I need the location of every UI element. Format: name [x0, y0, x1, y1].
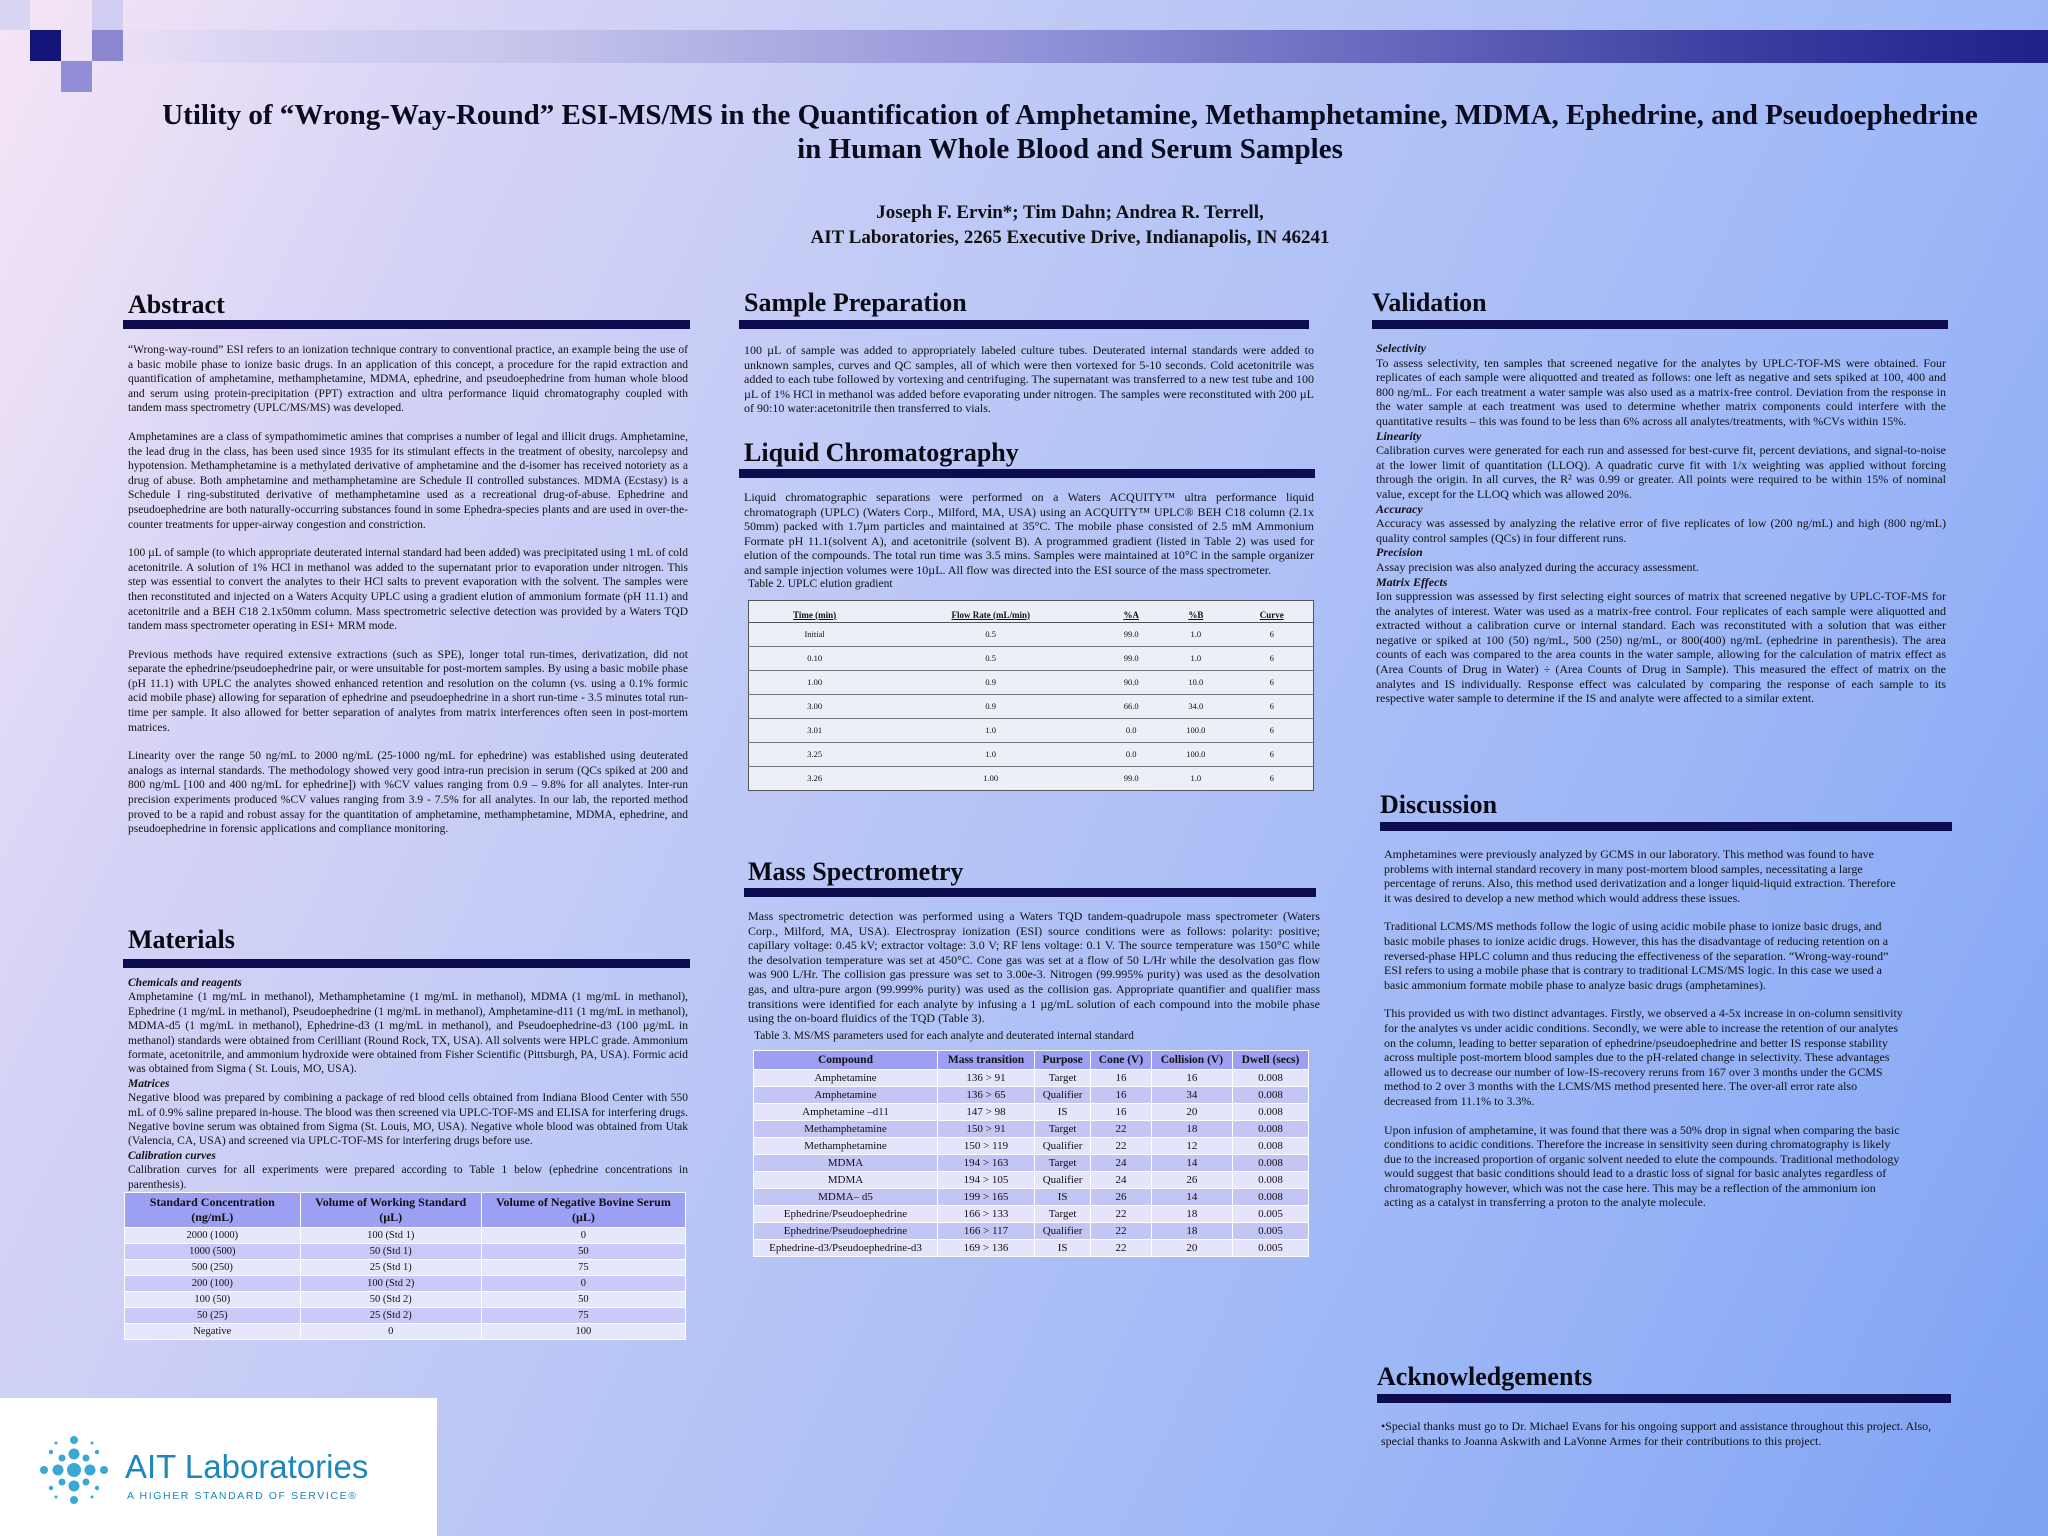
table-cell: 0.5 — [880, 646, 1101, 670]
table-cell: 100 — [481, 1324, 685, 1340]
table-cell: Qualifier — [1035, 1222, 1091, 1239]
table-row — [749, 622, 1314, 646]
discussion-heading: Discussion — [1380, 790, 1498, 819]
acknowledgements-heading: Acknowledgements — [1377, 1362, 1593, 1391]
table-cell: 147 > 98 — [937, 1103, 1034, 1120]
chem-subheading: Chemicals and reagents — [128, 977, 242, 989]
table-cell: 26 — [1151, 1171, 1232, 1188]
validation-body — [1376, 341, 1946, 706]
section-rule — [744, 888, 1316, 897]
table-cell: 50 (25) — [125, 1308, 301, 1324]
table-cell: 99.0 — [1101, 646, 1161, 670]
table-cell: 24 — [1091, 1154, 1152, 1171]
table-cell: 10.0 — [1161, 670, 1230, 694]
table-header-cell: Time (min) — [749, 600, 881, 622]
authors-block — [160, 200, 1980, 250]
table-row — [754, 1239, 1309, 1256]
table-cell: 16 — [1151, 1069, 1232, 1086]
table-cell: 66.0 — [1101, 694, 1161, 718]
table-cell: 50 (Std 1) — [300, 1244, 481, 1260]
table-cell: 0.008 — [1232, 1120, 1308, 1137]
table-header-cell: Purpose — [1035, 1050, 1091, 1069]
table-cell: 18 — [1151, 1222, 1232, 1239]
table-cell: 0.10 — [749, 646, 881, 670]
table-cell: 0.008 — [1232, 1103, 1308, 1120]
abstract-p1: “Wrong-way-round” ESI refers to an ionization technique contrary to conventional practice, an example being the use of a basic mobile phase to ionize basic drugs. In an application of this concept, a procedure for the rapid extraction and quantification of amphetamine, methamphetamine, MDMA, ephedrine, and pseudoephedrine from human whole blood and serum using protein-precipitation (PPT) extraction and ultra performance liquid chromatography coupled with tandem mass spectrometry (UPLC/MS/MS) was developed. — [128, 344, 688, 415]
decor-square — [92, 0, 123, 30]
abstract-p3: 100 µL of sample (to which appropriate deuterated internal standard had been added) was precipitated using 1 mL of cold acetonitrile. A solution of 1% HCl in methanol was added to the supernatant prior to evaporation under nitrogen. This step was essential to convert the analytes to their HCl salts to prevent evaporation with the solvent. The samples were then reconstituted and injected on a Waters Acquity UPLC using a gradient elution of ammonium formate (pH 11.1) and acetonitrile and a BEH C18 2.1x50mm column. Mass spectrometric selective detection was provided by a Waters TQD tandem mass spectrometer operating in ESI+ MRM mode. — [128, 547, 688, 633]
table-cell: 0.008 — [1232, 1154, 1308, 1171]
matrix-effects-text: Ion suppression was assessed by first selecting eight sources of matrix that screened negative by UPLC-TOF-MS for the analytes of interest. Water was used as a matrix-free control. Four replicates of each sample were aliquotted and extracted without a calibration curve or internal standard. Each was reconstituted with a solution that was either negative or spiked at 100 (50) ng/mL, 500 (250) ng/mL, or 800(400) ng/mL (ephedrine in parenthesis). The area counts of each was compared to the area counts in the water sample, allowing for the calculation of matrix effect as (Area Counts of Drug in Water) ÷ (Area Counts of Drug in Sample). This measured the effect of matrix on the analytes and IS individually. Response effect was calculated by comparing the response of each sample to its respective water sample to determine if the IS and analyte were affected to a similar extent. — [1376, 589, 1946, 706]
abstract-p2: Amphetamines are a class of sympathomimetic amines that comprises a number of legal and illicit drugs. Amphetamine, the lead drug in the class, has been used since 1935 for its stimulant effects in the treatment of obesity, narcolepsy and hypotension. Methamphetamine is a methylated derivative of amphetamine and the d-isomer has received notoriety as a drug of abuse. Both amphetamine and methamphetamine are Schedule II controlled substances. MDMA (Ecstasy) is a Schedule I ring-substituted derivative of methamphetamine used as a recreational drug-of-abuse. Ephedrine and pseudoephedrine are both naturally-occurring substances found in some Ephedra-species plants and are used in over-the-counter treatments for upper-airway congestion and constriction. — [128, 430, 688, 531]
table-cell: 1.00 — [749, 670, 881, 694]
table-cell: 1.00 — [880, 766, 1101, 790]
table-cell: 6 — [1230, 622, 1313, 646]
table-row — [754, 1205, 1309, 1222]
table-cell: 0.008 — [1232, 1188, 1308, 1205]
table-row — [125, 1228, 686, 1244]
table-header-cell: Standard Concentration (ng/mL) — [125, 1193, 301, 1228]
table-cell: 166 > 117 — [937, 1222, 1034, 1239]
materials-heading: Materials — [128, 925, 235, 954]
table-cell: Qualifier — [1035, 1171, 1091, 1188]
discussion-p1: Amphetamines were previously analyzed by GCMS in our laboratory. This method was found to have problems with internal standard recovery in many post-mortem blood samples, necessitating a large percentage of reruns. Also, this method used derivatization and a longer liquid-liquid extraction. Therefore it was desired to develop a new method which would address these issues. — [1384, 847, 1896, 905]
table-cell: 6 — [1230, 766, 1313, 790]
table-cell: MDMA– d5 — [754, 1188, 938, 1205]
table-cell: Qualifier — [1035, 1086, 1091, 1103]
abstract-p5: Linearity over the range 50 ng/mL to 2000 ng/mL (25-1000 ng/mL for ephedrine) was established using deuterated analogs as internal standards. The methodology showed very good intra-run precision in serum (QCs spiked at 200 and 800 ng/mL [100 and 400 ng/mL for ephedrine]) with %CV values ranging from 0.9 – 9.8% for all analytes. Inter-run precision experiments produced %CV values ranging from 3.9 - 7.5% for all analytes. In our lab, the reported method proved to be a rapid and robust assay for the quantitation of amphetamine, methamphetamine, MDMA, ephedrine, and pseudoephedrine in forensic applications and compliance monitoring. — [128, 750, 688, 836]
table-cell: 18 — [1151, 1205, 1232, 1222]
table-header-cell: Flow Rate (mL/min) — [880, 600, 1101, 622]
table-cell: 34 — [1151, 1086, 1232, 1103]
matrices-text: Negative blood was prepared by combining a package of red blood cells obtained from Indiana Blood Center with 550 mL of 0.9% saline prepared in-house. The blood was then screened via UPLC-TOF-MS and ELISA for interfering drugs. Negative bovine serum was obtained from Sigma (St. Louis, MO, USA). Negative whole blood was obtained from Utak (Valencia, CA, USA) and screened via UPLC-TOF-MS for interfering drugs before use. — [128, 1092, 688, 1148]
table-cell: 50 (Std 2) — [300, 1292, 481, 1308]
table-cell: 16 — [1091, 1103, 1152, 1120]
precision-text: Assay precision was also analyzed during the accuracy assessment. — [1376, 559, 1699, 574]
table-cell: 0.005 — [1232, 1222, 1308, 1239]
acknowledgements-text: •Special thanks must go to Dr. Michael Evans for his ongoing support and assistance throughout this project. Also, special thanks to Joanna Askwith and LaVonne Armes for their contributions to this project. — [1381, 1419, 1932, 1448]
abstract-section — [128, 290, 688, 851]
table-cell: Methamphetamine — [754, 1137, 938, 1154]
logo-tagline: A HIGHER STANDARD OF SERVICE® — [127, 1490, 358, 1502]
table-row — [749, 718, 1314, 742]
chem-text: Amphetamine (1 mg/mL in methanol), Methamphetamine (1 mg/mL in methanol), MDMA (1 mg/mL in methanol), Ephedrine (1 mg/mL in methanol), Pseudoephedrine (1 mg/mL in methanol), Amphetamine-d11 (1 mg/mL in methanol), MDMA-d5 (1 mg/mL in methanol), Ephedrine-d3 (1 mg/mL in methanol), and Pseudoephedrine-d3 (100 µg/mL in methanol) standards were obtained from Cerilliant (Round Rock, TX, USA). All solvents were HPLC grade. Ammonium formate, acetonitrile, and ammonium hydroxide were obtained from Fisher Scientific (Pittsburgh, PA, USA). Formic acid was obtained from Sigma ( St. Louis, MO, USA). — [128, 991, 688, 1076]
table-cell: 0.9 — [880, 670, 1101, 694]
table-header-cell: Curve — [1230, 600, 1313, 622]
lc-text: Liquid chromatographic separations were performed on a Waters ACQUITY™ ultra performance liquid chromatograph (UPLC) (Waters Corp., Milford, MA, USA) using an ACQUITY™ UPLC® BEH C18 column (2.1x 50mm) packed with 1.7µm particles and maintained at 35°C. The mobile phase consisted of 2.5 mM Ammonium Formate pH 11.1(solvent A), and acetonitrile (solvent B). A programmed gradient (listed in Table 2) was used for elution of the compounds. The total run time was 3.5 mins. Samples were maintained at 10°C in the sample organizer and sample injection volumes were 10µL. All flow was directed into the ESI source of the mass spectrometer. — [744, 490, 1314, 577]
table-cell: 0.008 — [1232, 1137, 1308, 1154]
table-header-cell: Collision (V) — [1151, 1050, 1232, 1069]
table-cell: 3.25 — [749, 742, 881, 766]
table-cell: 90.0 — [1101, 670, 1161, 694]
table-cell: 0.005 — [1232, 1239, 1308, 1256]
table-cell: 75 — [481, 1260, 685, 1276]
table-cell: 100 (50) — [125, 1292, 301, 1308]
table-cell: 136 > 91 — [937, 1069, 1034, 1086]
table-cell: Ephedrine/Pseudoephedrine — [754, 1222, 938, 1239]
table-row — [754, 1120, 1309, 1137]
discussion-section — [1380, 790, 1952, 1224]
table-cell: 0 — [300, 1324, 481, 1340]
affiliation: AIT Laboratories, 2265 Executive Drive, Indianapolis, IN 46241 — [810, 227, 1330, 248]
table-cell: Qualifier — [1035, 1137, 1091, 1154]
logo-wordmark: AIT Laboratories — [125, 1448, 369, 1485]
table-cell: 6 — [1230, 694, 1313, 718]
table-cell: Target — [1035, 1205, 1091, 1222]
table-cell: 25 (Std 2) — [300, 1308, 481, 1324]
calibration-subheading: Calibration curves — [128, 1149, 216, 1162]
matrices-subheading: Matrices — [128, 1077, 170, 1090]
table-cell: 0.005 — [1232, 1205, 1308, 1222]
table-cell: 34.0 — [1161, 694, 1230, 718]
section-rule — [123, 959, 690, 968]
table-cell: 3.26 — [749, 766, 881, 790]
table-cell: 166 > 133 — [937, 1205, 1034, 1222]
table-header-row — [125, 1193, 686, 1228]
table-cell: 100.0 — [1161, 742, 1230, 766]
table-cell: Amphetamine –d11 — [754, 1103, 938, 1120]
sample-prep-text: 100 µL of sample was added to appropriately labeled culture tubes. Deuterated internal standards were added to unknown samples, curves and QC samples, all of which were then vortexed for 5-10 seconds. Cold acetonitrile was added to each tube followed by vortexing and centrifuging. The supernatant was transferred to a new test tube and 100 µL of 1% HCl in methanol was added before evaporating under nitrogen. The samples were reconstituted with 200 µL of 90:10 water:acetonitrile then transferred to vials. — [744, 343, 1314, 416]
table-cell: 2000 (1000) — [125, 1228, 301, 1244]
table-cell: 194 > 163 — [937, 1154, 1034, 1171]
lc-heading: Liquid Chromatography — [744, 438, 1019, 467]
table-row — [125, 1324, 686, 1340]
table-header-cell: Compound — [754, 1050, 938, 1069]
table-row — [754, 1103, 1309, 1120]
table-cell: 200 (100) — [125, 1276, 301, 1292]
table-cell: 100 (Std 2) — [300, 1276, 481, 1292]
selectivity-subheading: Selectivity — [1376, 341, 1426, 355]
table-cell: 1.0 — [1161, 622, 1230, 646]
discussion-p3: This provided us with two distinct advantages. Firstly, we observed a 4-5x increase in on-column sensitivity for the analytes vs under acidic conditions. Secondly, we were able to increase the retention of our analytes on the column, leading to better separation of ephedrine/pseudoephedrine and better IS response stability across multiple post-mortem blood samples due to the pH-related change in selectivity. These advantages allowed us to decrease our number of low-IS-recovery reruns from 167 over 3 months under the GCMS method to 2 over 3 months with the LCMS/MS method presented here. The over-all error rate also decreased from 11.1% to 3.3%. — [1384, 1006, 1903, 1108]
table-cell: IS — [1035, 1188, 1091, 1205]
validation-heading: Validation — [1372, 288, 1487, 317]
table-cell: 12 — [1151, 1137, 1232, 1154]
table-cell: 25 (Std 1) — [300, 1260, 481, 1276]
table-cell: 16 — [1091, 1086, 1152, 1103]
table-header-cell: Volume of Negative Bovine Serum (µL) — [481, 1193, 685, 1228]
decor-square — [92, 30, 123, 61]
table-cell: 1000 (500) — [125, 1244, 301, 1260]
table-cell: 100 (Std 1) — [300, 1228, 481, 1244]
table-row — [125, 1308, 686, 1324]
sample-prep-section — [744, 288, 1314, 416]
table-cell: 1.0 — [880, 718, 1101, 742]
abstract-heading: Abstract — [128, 290, 225, 319]
table-row — [754, 1222, 1309, 1239]
decor-square — [61, 61, 92, 92]
discussion-body — [1384, 847, 1904, 1210]
calibration-text: Calibration curves for all experiments were prepared according to Table 1 below (ephedrine concentrations in parenthesis). — [128, 1164, 688, 1191]
table-cell: Methamphetamine — [754, 1120, 938, 1137]
lc-section — [744, 438, 1314, 791]
table-cell: 20 — [1151, 1239, 1232, 1256]
validation-section — [1372, 288, 1946, 706]
table-header-cell: %A — [1101, 600, 1161, 622]
section-rule — [739, 320, 1309, 329]
table-cell: 6 — [1230, 646, 1313, 670]
table-cell: IS — [1035, 1239, 1091, 1256]
table-cell: 0.0 — [1101, 742, 1161, 766]
table-row — [749, 646, 1314, 670]
table-cell: 500 (250) — [125, 1260, 301, 1276]
table-cell: Target — [1035, 1120, 1091, 1137]
table-row — [754, 1171, 1309, 1188]
materials-body — [128, 976, 688, 1192]
table-cell: 0.008 — [1232, 1069, 1308, 1086]
table-row — [754, 1188, 1309, 1205]
table-row — [749, 694, 1314, 718]
selectivity-text: To assess selectivity, ten samples that screened negative for the analytes by UPLC-TOF-MS were obtained. Four replicates of each sample were aliquotted and treated as follows: one left as negative and sets spiked at 100, 400 and 800 ng/mL. For each treatment a water sample was also used as a matrix-free control. Deviation from the response in the water sample at each treatment was used to determine whether matrix components could interfere with the quantitative results – this was found to be less than 6% across all analytes/treatments, with %CVs within 15%. — [1376, 355, 1946, 428]
table-cell: 0.008 — [1232, 1171, 1308, 1188]
section-rule — [1380, 822, 1952, 831]
table-cell: 75 — [481, 1308, 685, 1324]
table-1-calibration — [124, 1192, 686, 1340]
table-row — [754, 1086, 1309, 1103]
table-header-cell: Dwell (secs) — [1232, 1050, 1308, 1069]
table-header-cell: Cone (V) — [1091, 1050, 1152, 1069]
table-cell: 3.01 — [749, 718, 881, 742]
table-3-caption: Table 3. MS/MS parameters used for each analyte and deuterated internal standard — [754, 1029, 1134, 1042]
poster-title: Utility of “Wrong-Way-Round” ESI-MS/MS in the Quantification of Amphetamine, Methamphetamine, MDMA, Ephedrine, and Pseudoephedrine in Human Whole Blood and Serum Samples — [162, 99, 1978, 165]
table-cell: 136 > 65 — [937, 1086, 1034, 1103]
table-cell: 22 — [1091, 1205, 1152, 1222]
table-cell: 0 — [481, 1276, 685, 1292]
table-cell: 100.0 — [1161, 718, 1230, 742]
table-cell: Target — [1035, 1154, 1091, 1171]
table-3-msms — [753, 1050, 1309, 1257]
linearity-text: Calibration curves were generated for each run and assessed for best-curve fit, percent deviations, and signal-to-noise at the lower limit of quantitation (LLOQ). A quadratic curve fit with 1/x weighting was applied without forcing through the origin. In all curves, the R² was 0.99 or greater. All points were required to be within 15% of nominal value, except for the LLOQ which was allowed 20%. — [1376, 443, 1946, 501]
table-row — [125, 1292, 686, 1308]
table-cell: 26 — [1091, 1188, 1152, 1205]
table-cell: 0 — [481, 1228, 685, 1244]
ait-logo-icon — [34, 1430, 114, 1510]
ms-section — [748, 857, 1320, 1257]
table-cell: 24 — [1091, 1171, 1152, 1188]
table-row — [125, 1260, 686, 1276]
acknowledgements-section — [1377, 1362, 1953, 1448]
authors: Joseph F. Ervin*; Tim Dahn; Andrea R. Terrell, — [876, 202, 1264, 223]
section-rule — [123, 320, 690, 329]
table-cell: Target — [1035, 1069, 1091, 1086]
linearity-subheading: Linearity — [1376, 428, 1422, 443]
table-cell: 16 — [1091, 1069, 1152, 1086]
table-row — [125, 1244, 686, 1260]
table-cell: IS — [1035, 1103, 1091, 1120]
table-cell: 14 — [1151, 1154, 1232, 1171]
table-header-row — [749, 600, 1314, 622]
table-cell: 22 — [1091, 1137, 1152, 1154]
table-cell: 6 — [1230, 718, 1313, 742]
accuracy-subheading: Accuracy — [1376, 501, 1423, 516]
table-cell: 150 > 91 — [937, 1120, 1034, 1137]
section-rule — [1377, 1394, 1951, 1403]
table-2-caption: Table 2. UPLC elution gradient — [748, 577, 893, 590]
ms-heading: Mass Spectrometry — [748, 857, 964, 886]
table-cell: 22 — [1091, 1222, 1152, 1239]
table-row — [754, 1154, 1309, 1171]
table-cell: 0.008 — [1232, 1086, 1308, 1103]
header-gradient-bar — [95, 30, 2048, 63]
table-cell: 169 > 136 — [937, 1239, 1034, 1256]
sample-prep-heading: Sample Preparation — [744, 288, 967, 317]
abstract-body — [128, 343, 688, 837]
table-row — [125, 1276, 686, 1292]
table-cell: Initial — [749, 622, 881, 646]
table-cell: MDMA — [754, 1154, 938, 1171]
table-cell: 99.0 — [1101, 766, 1161, 790]
table-header-cell: Mass transition — [937, 1050, 1034, 1069]
table-cell: MDMA — [754, 1171, 938, 1188]
table-cell: 20 — [1151, 1103, 1232, 1120]
table-cell: 194 > 105 — [937, 1171, 1034, 1188]
table-row — [754, 1137, 1309, 1154]
table-cell: 14 — [1151, 1188, 1232, 1205]
ms-text: Mass spectrometric detection was performed using a Waters TQD tandem-quadrupole mass spectrometer (Waters Corp., Milford, MA, USA). Electrospray ionization (ESI) source conditions were as follows: polarity: positive; capillary voltage: 0.45 kV; extractor voltage: 3.0 V; RF lens voltage: 0.1 V. The source temperature was 150°C while the desolvation temperature was set at 450°C. Cone gas was set at a flow of 50 L/Hr while the desolvation gas flow was 900 L/Hr. The collision gas pressure was set to 3.00e-3. Nitrogen (99.995% purity) was used as the desolvation gas, and ultra-pure argon (99.999% purity) was used as the collision gas. Appropriate quantifier and qualifier mass transitions were identified for each analyte by infusing a 1 µg/mL solution of each compound into the mobile phase using the on-board fluidics of the TQD (Table 3). — [748, 909, 1320, 1026]
table-row — [749, 670, 1314, 694]
decor-square — [30, 30, 61, 61]
table-cell: 1.0 — [1161, 646, 1230, 670]
table-cell: 99.0 — [1101, 622, 1161, 646]
table-cell: 0.9 — [880, 694, 1101, 718]
table-cell: 150 > 119 — [937, 1137, 1034, 1154]
section-rule — [739, 469, 1315, 478]
table-cell: Ephedrine-d3/Pseudoephedrine-d3 — [754, 1239, 938, 1256]
table-cell: 199 > 165 — [937, 1188, 1034, 1205]
table-header-cell: Volume of Working Standard (µL) — [300, 1193, 481, 1228]
table-cell: 0.0 — [1101, 718, 1161, 742]
materials-section — [128, 925, 688, 1340]
table-cell: 0.5 — [880, 622, 1101, 646]
decor-square — [0, 0, 30, 30]
table-cell: 6 — [1230, 742, 1313, 766]
table-row — [754, 1069, 1309, 1086]
table-cell: Amphetamine — [754, 1086, 938, 1103]
logo-area — [0, 1398, 437, 1536]
table-header-cell: %B — [1161, 600, 1230, 622]
accuracy-text: Accuracy was assessed by analyzing the relative error of five replicates of low (200 ng/mL) and high (800 ng/mL) quality control samples (QCs) in four different runs. — [1376, 516, 1946, 545]
table-cell: 1.0 — [1161, 766, 1230, 790]
discussion-p2: Traditional LCMS/MS methods follow the logic of using acidic mobile phase to ionize basic drugs, and basic mobile phases to ionize acidic drugs. However, this has the disadvantage of reducing retention on a reversed-phase HPLC column and thus reducing the effectiveness of the separation. “Wrong-way-round” ESI refers to using a mobile phase that is contrary to traditional LCMS/MS logic. In this case we used a basic ammonium formate mobile phase to analyze basic drugs (amphetamines). — [1384, 919, 1889, 992]
matrix-effects-subheading: Matrix Effects — [1376, 574, 1448, 589]
table-cell: 50 — [481, 1244, 685, 1260]
table-cell: 1.0 — [880, 742, 1101, 766]
table-cell: 6 — [1230, 670, 1313, 694]
table-cell: 3.00 — [749, 694, 881, 718]
table-header-row — [754, 1050, 1309, 1069]
table-cell: Negative — [125, 1324, 301, 1340]
table-cell: 50 — [481, 1292, 685, 1308]
discussion-p4: Upon infusion of amphetamine, it was found that there was a 50% drop in signal when comparing the basic conditions to acidic conditions. Therefore the increase in sensitivity seen during chromatography is likely due to the increased proportion of organic solvent needed to elute the compounds. Traditional methodology would suggest that basic conditions should lead to a drastic loss of signal for basic analytes regardless of chromatography however, which was not the case here. This may be a reflection of the ammonium ion acting as a catalyst in transferring a proton to the analyte molecule. — [1384, 1122, 1900, 1210]
table-cell: 22 — [1091, 1239, 1152, 1256]
table-row — [749, 766, 1314, 790]
table-cell: Amphetamine — [754, 1069, 938, 1086]
precision-subheading: Precision — [1376, 545, 1423, 560]
section-rule — [1372, 320, 1948, 329]
table-row — [749, 742, 1314, 766]
abstract-p4: Previous methods have required extensive extractions (such as SPE), longer total run-times, derivatization, did not separate the ephedrine/pseudoephedrine pair, or were unsuitable for post-mortem samples. By using a basic mobile phase (pH 11.1) with UPLC the analytes showed enhanced retention and resolution on the column (vs. using a 0.1% formic acid mobile phase) allowing for separation of ephedrine and pseudoephedrine in a short run-time - 3.5 minutes total run-time per sample. It also allowed for better separation of analytes from matrix interferences often seen in post-mortem matrices. — [128, 648, 688, 734]
table-cell: 22 — [1091, 1120, 1152, 1137]
table-2-gradient — [748, 600, 1314, 791]
table-cell: Ephedrine/Pseudoephedrine — [754, 1205, 938, 1222]
table-cell: 18 — [1151, 1120, 1232, 1137]
